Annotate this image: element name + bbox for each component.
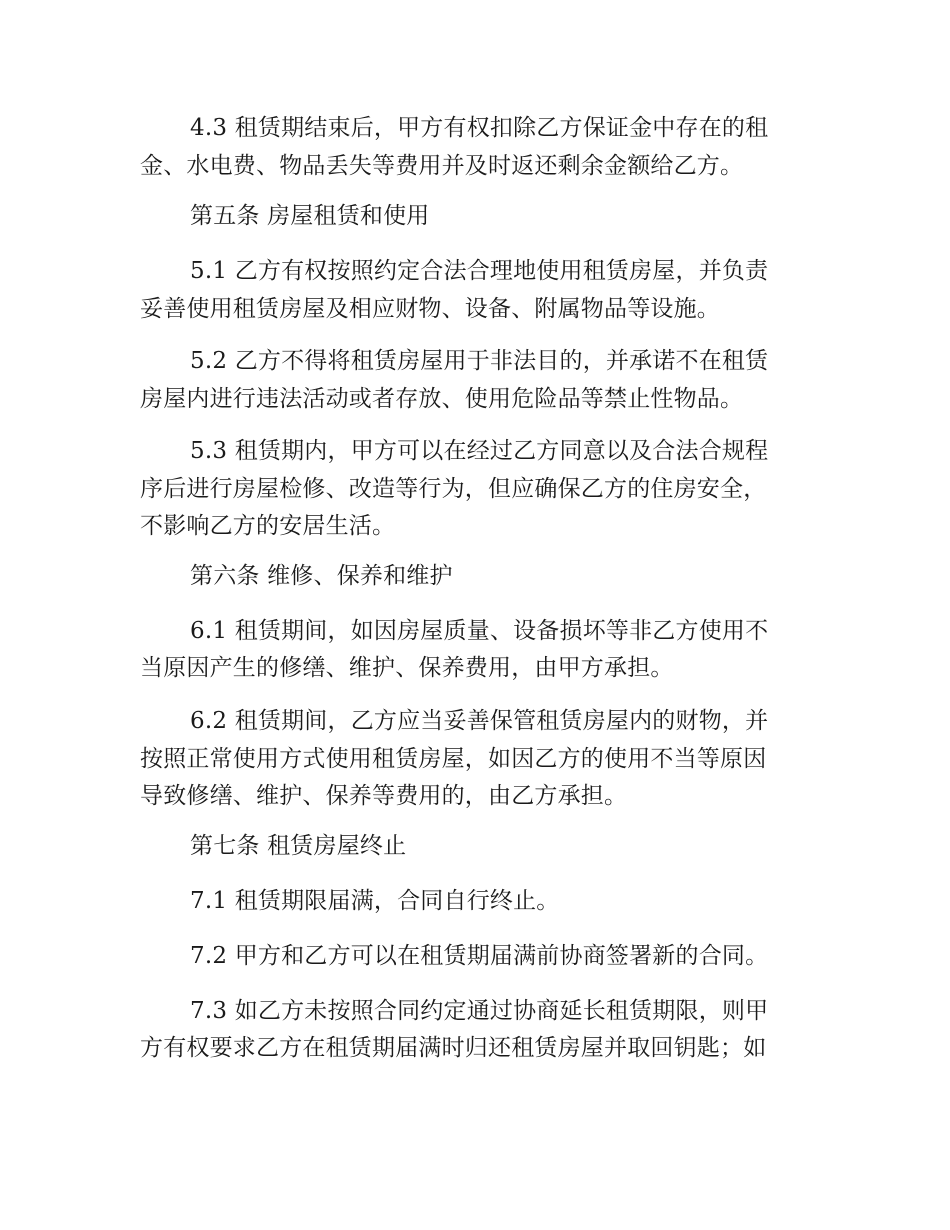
section-heading-7: 第七条 租赁房屋终止 [190,833,407,859]
paragraph-7-1: 7.1 租赁期限届满，合同自行终止。 [190,888,560,914]
section-heading-6: 第六条 维修、保养和维护 [190,563,453,589]
paragraph-5-2-line-2: 房屋内进行违法活动或者存放、使用危险品等禁止性物品。 [140,386,744,412]
paragraph-7-2: 7.2 甲方和乙方可以在租赁期届满前协商签署新的合同。 [190,943,769,969]
paragraph-6-2-line-1: 6.2 租赁期间，乙方应当妥善保管租赁房屋内的财物，并 [190,708,769,734]
paragraph-5-3-line-3: 不影响乙方的安居生活。 [140,513,396,539]
section-heading-5: 第五条 房屋租赁和使用 [190,203,430,229]
paragraph-5-2-line-1: 5.2 乙方不得将租赁房屋用于非法目的，并承诺不在租赁 [190,348,769,374]
paragraph-6-2-line-3: 导致修缮、维护、保养等费用的，由乙方承担。 [140,783,628,809]
paragraph-5-1-line-2: 妥善使用租赁房屋及相应财物、设备、附属物品等设施。 [140,296,720,322]
paragraph-7-3-line-2: 方有权要求乙方在租赁期届满时归还租赁房屋并取回钥匙；如 [140,1035,767,1061]
paragraph-6-1-line-1: 6.1 租赁期间，如因房屋质量、设备损坏等非乙方使用不 [190,618,769,644]
paragraph-4-3-line-2: 金、水电费、物品丢失等费用并及时返还剩余金额给乙方。 [140,153,744,179]
paragraph-5-3-line-1: 5.3 租赁期内，甲方可以在经过乙方同意以及合法合规程 [190,438,769,464]
paragraph-4-3-line-1: 4.3 租赁期结束后，甲方有权扣除乙方保证金中存在的租 [190,115,769,141]
paragraph-6-2-line-2: 按照正常使用方式使用租赁房屋，如因乙方的使用不当等原因 [140,746,767,772]
paragraph-7-3-line-1: 7.3 如乙方未按照合同约定通过协商延长租赁期限，则甲 [190,998,769,1024]
paragraph-6-1-line-2: 当原因产生的修缮、维护、保养费用，由甲方承担。 [140,655,674,681]
paragraph-5-1-line-1: 5.1 乙方有权按照约定合法合理地使用租赁房屋，并负责 [190,258,769,284]
paragraph-5-3-line-2: 序后进行房屋检修、改造等行为，但应确保乙方的住房安全， [140,476,767,502]
